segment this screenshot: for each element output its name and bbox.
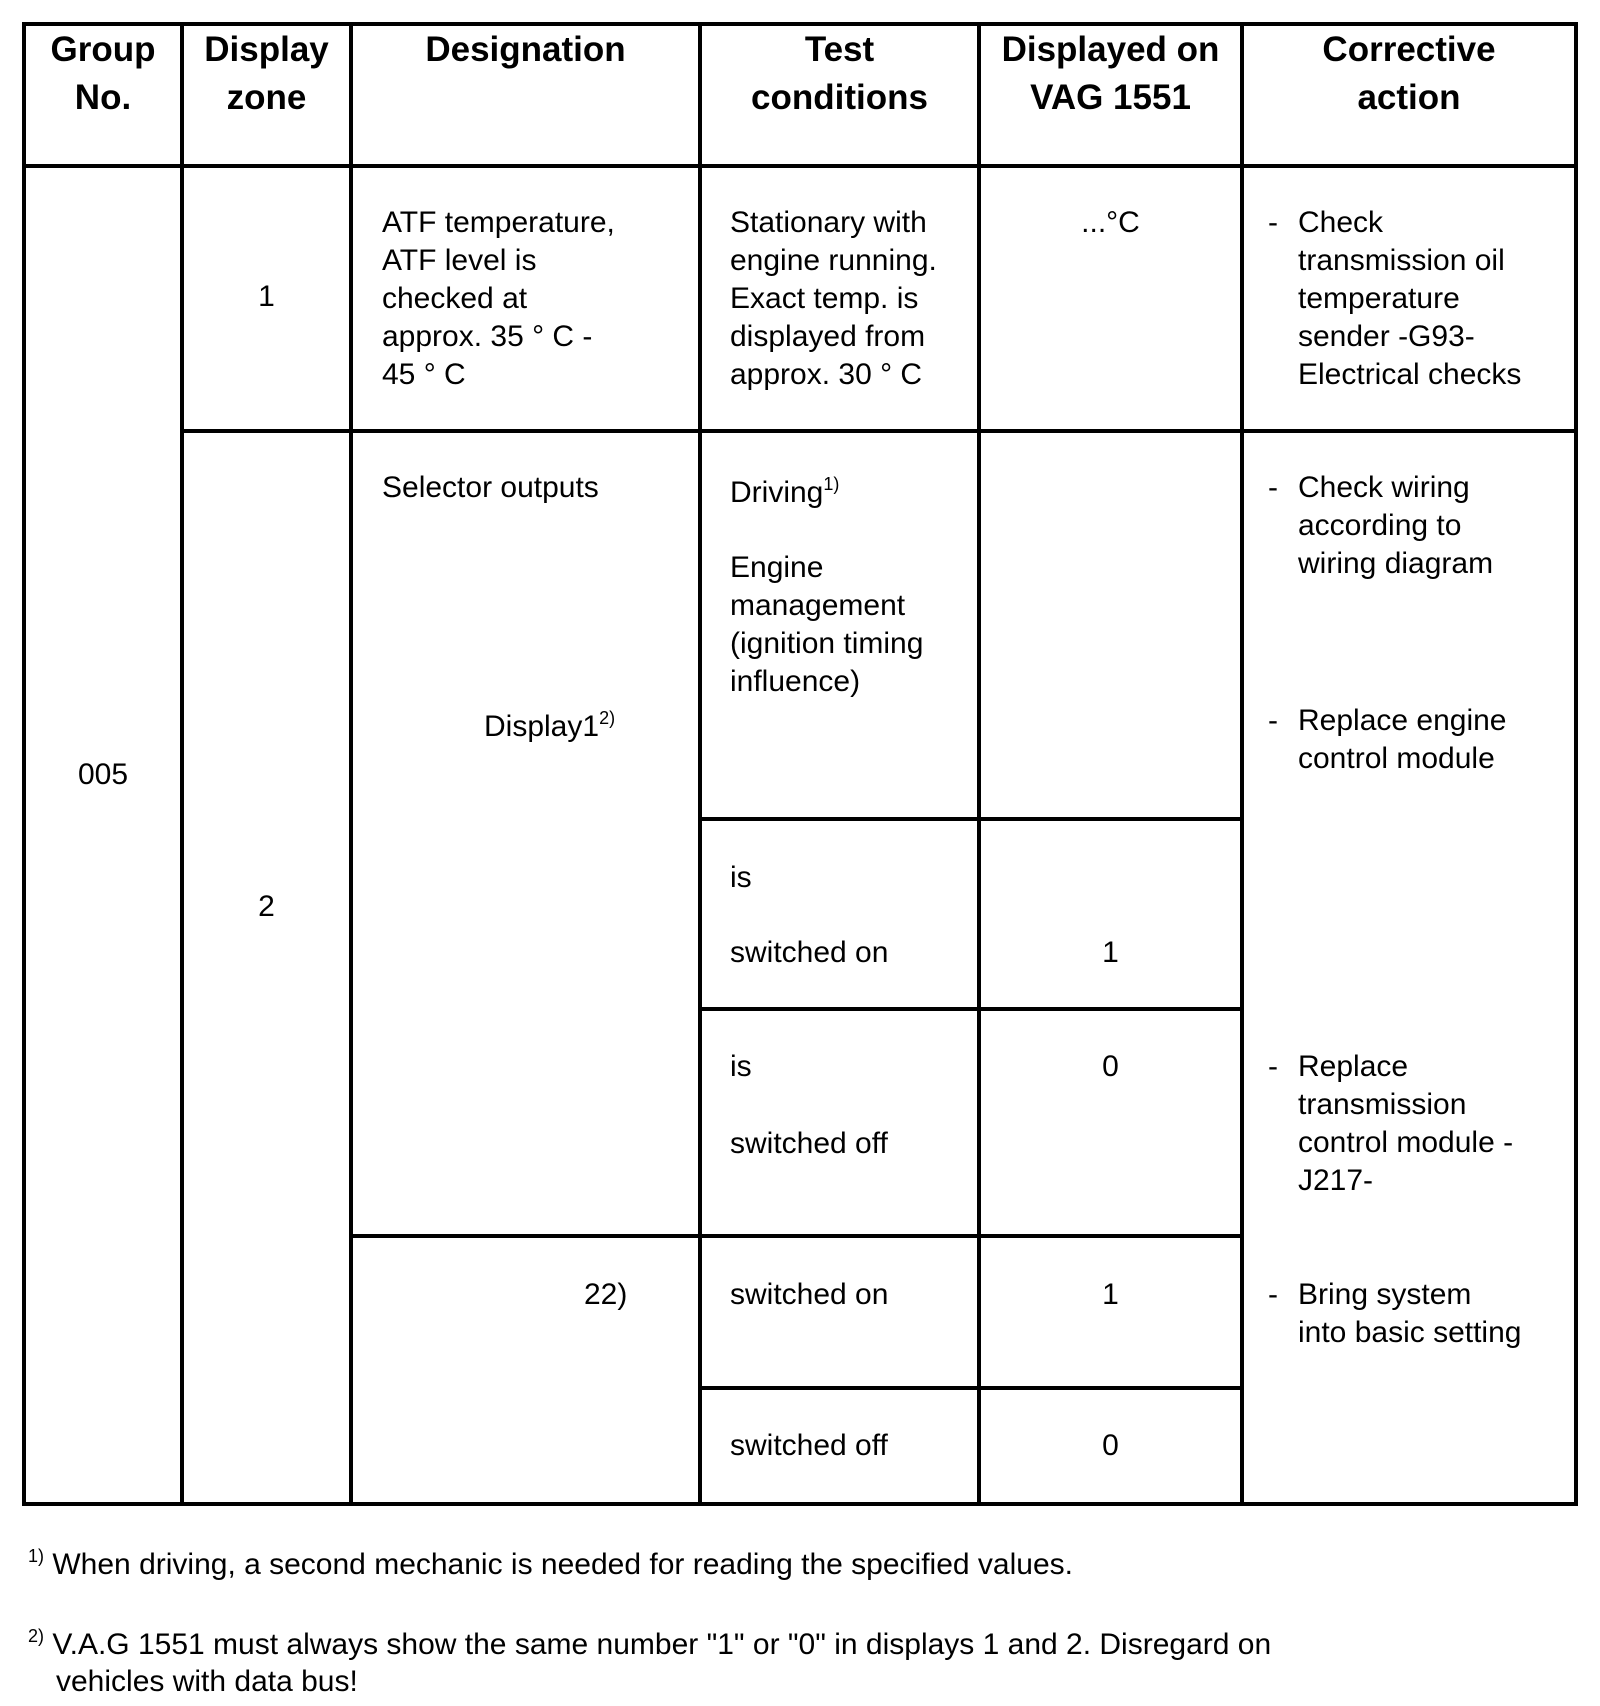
designation-display-2: 22) xyxy=(584,1278,628,1311)
zone-2-designation-title: Selector outputs xyxy=(382,471,599,504)
group-number: 005 xyxy=(77,758,129,791)
divider-display2 xyxy=(350,1234,1242,1238)
condition-switched-on-1: switched on xyxy=(730,936,889,969)
footnote-2: $^{2)}$ V.A.G 1551 must always show the same number "1" or "0" in displays 1 and 2. Disregard on xyxy=(28,1626,1272,1661)
value-switched-off-2: 0 xyxy=(1102,1429,1119,1462)
header-designation: Designation xyxy=(425,30,626,69)
value-switched-off-1: 0 xyxy=(1102,1050,1119,1083)
header-corrective-action: Corrective action xyxy=(1322,30,1496,117)
col-divider-1 xyxy=(180,22,184,1506)
zone-1-number: 1 xyxy=(258,280,275,313)
footnote-1: $^{1)}$ When driving, a second mechanic is needed for reading the specified values. xyxy=(28,1546,1073,1581)
condition-engine-management: Engine management (ignition timing influence) xyxy=(730,551,924,698)
zone1-divider xyxy=(182,429,1578,433)
header-divider xyxy=(22,164,1578,168)
header-group-no: Group No. xyxy=(50,30,156,117)
footnote-2-continued: vehicles with data bus! xyxy=(56,1665,358,1698)
header-test-conditions: Test conditions xyxy=(751,30,928,117)
col-divider-5 xyxy=(1240,22,1244,1506)
condition-switched-on-2: switched on xyxy=(730,1278,889,1311)
condition-driving: Driving$^{1)}$ xyxy=(730,474,840,509)
table-border-right xyxy=(1574,22,1578,1506)
designation-display-1: Display1$^{2)}$ xyxy=(484,708,616,743)
condition-is-1: is xyxy=(730,861,752,894)
condition-is-2: is xyxy=(730,1050,752,1083)
col-divider-2 xyxy=(349,22,353,1506)
divider-display2-on xyxy=(700,1386,1242,1390)
divider-on xyxy=(700,1007,1242,1011)
header-displayed-on: Displayed on VAG 1551 xyxy=(1001,30,1220,117)
zone-1-designation: ATF temperature, ATF level is checked at approx. 35 ° C - 45 ° C xyxy=(382,206,615,391)
condition-switched-off-2: switched off xyxy=(730,1429,888,1462)
zone-1-displayed-value: ...°C xyxy=(1081,206,1140,239)
diagnostic-table: Group No. Display zone Designation Test conditions Displayed on VAG 1551 Corrective action 005 1 ATF temperature, ATF level is checked at approx. 35 ° C - 45 ° C Stationary with engine running. Exact temp. is displayed from approx. 30 ° C ...°C - Check transmission oil temperature sender -G93- Electrical checks 2 Selector outputs Display1$^{2)}$ 22) Driving$^{1)}$ Engine management (ignition timing influence) is switched on 1 is switched off 0 switched on 1 switched off 0 - Check wiring according to wiring diagram - Replace engine control module - Replace transmission control module - J217- - Bring system into basic setting $^{1)}$ When driving, a second mechanic is needed for reading the specified values. $^{2)}$ V.A.G 1551 must always show the same number "1" or "0" in displays 1 and 2. Disregard on vehicles with data bus! xyxy=(0,0,1600,1706)
condition-switched-off-1: switched off xyxy=(730,1127,888,1160)
zone-2-number: 2 xyxy=(258,890,275,923)
value-switched-on-1: 1 xyxy=(1102,936,1119,969)
header-display-zone: Display zone xyxy=(204,30,329,117)
value-switched-on-2: 1 xyxy=(1102,1278,1119,1311)
col-divider-3 xyxy=(698,22,702,1506)
divider-driving xyxy=(700,817,1242,821)
table-border-bottom xyxy=(22,1502,1578,1506)
zone-1-test-conditions: Stationary with engine running. Exact temp. is displayed from approx. 30 ° C xyxy=(730,206,937,391)
